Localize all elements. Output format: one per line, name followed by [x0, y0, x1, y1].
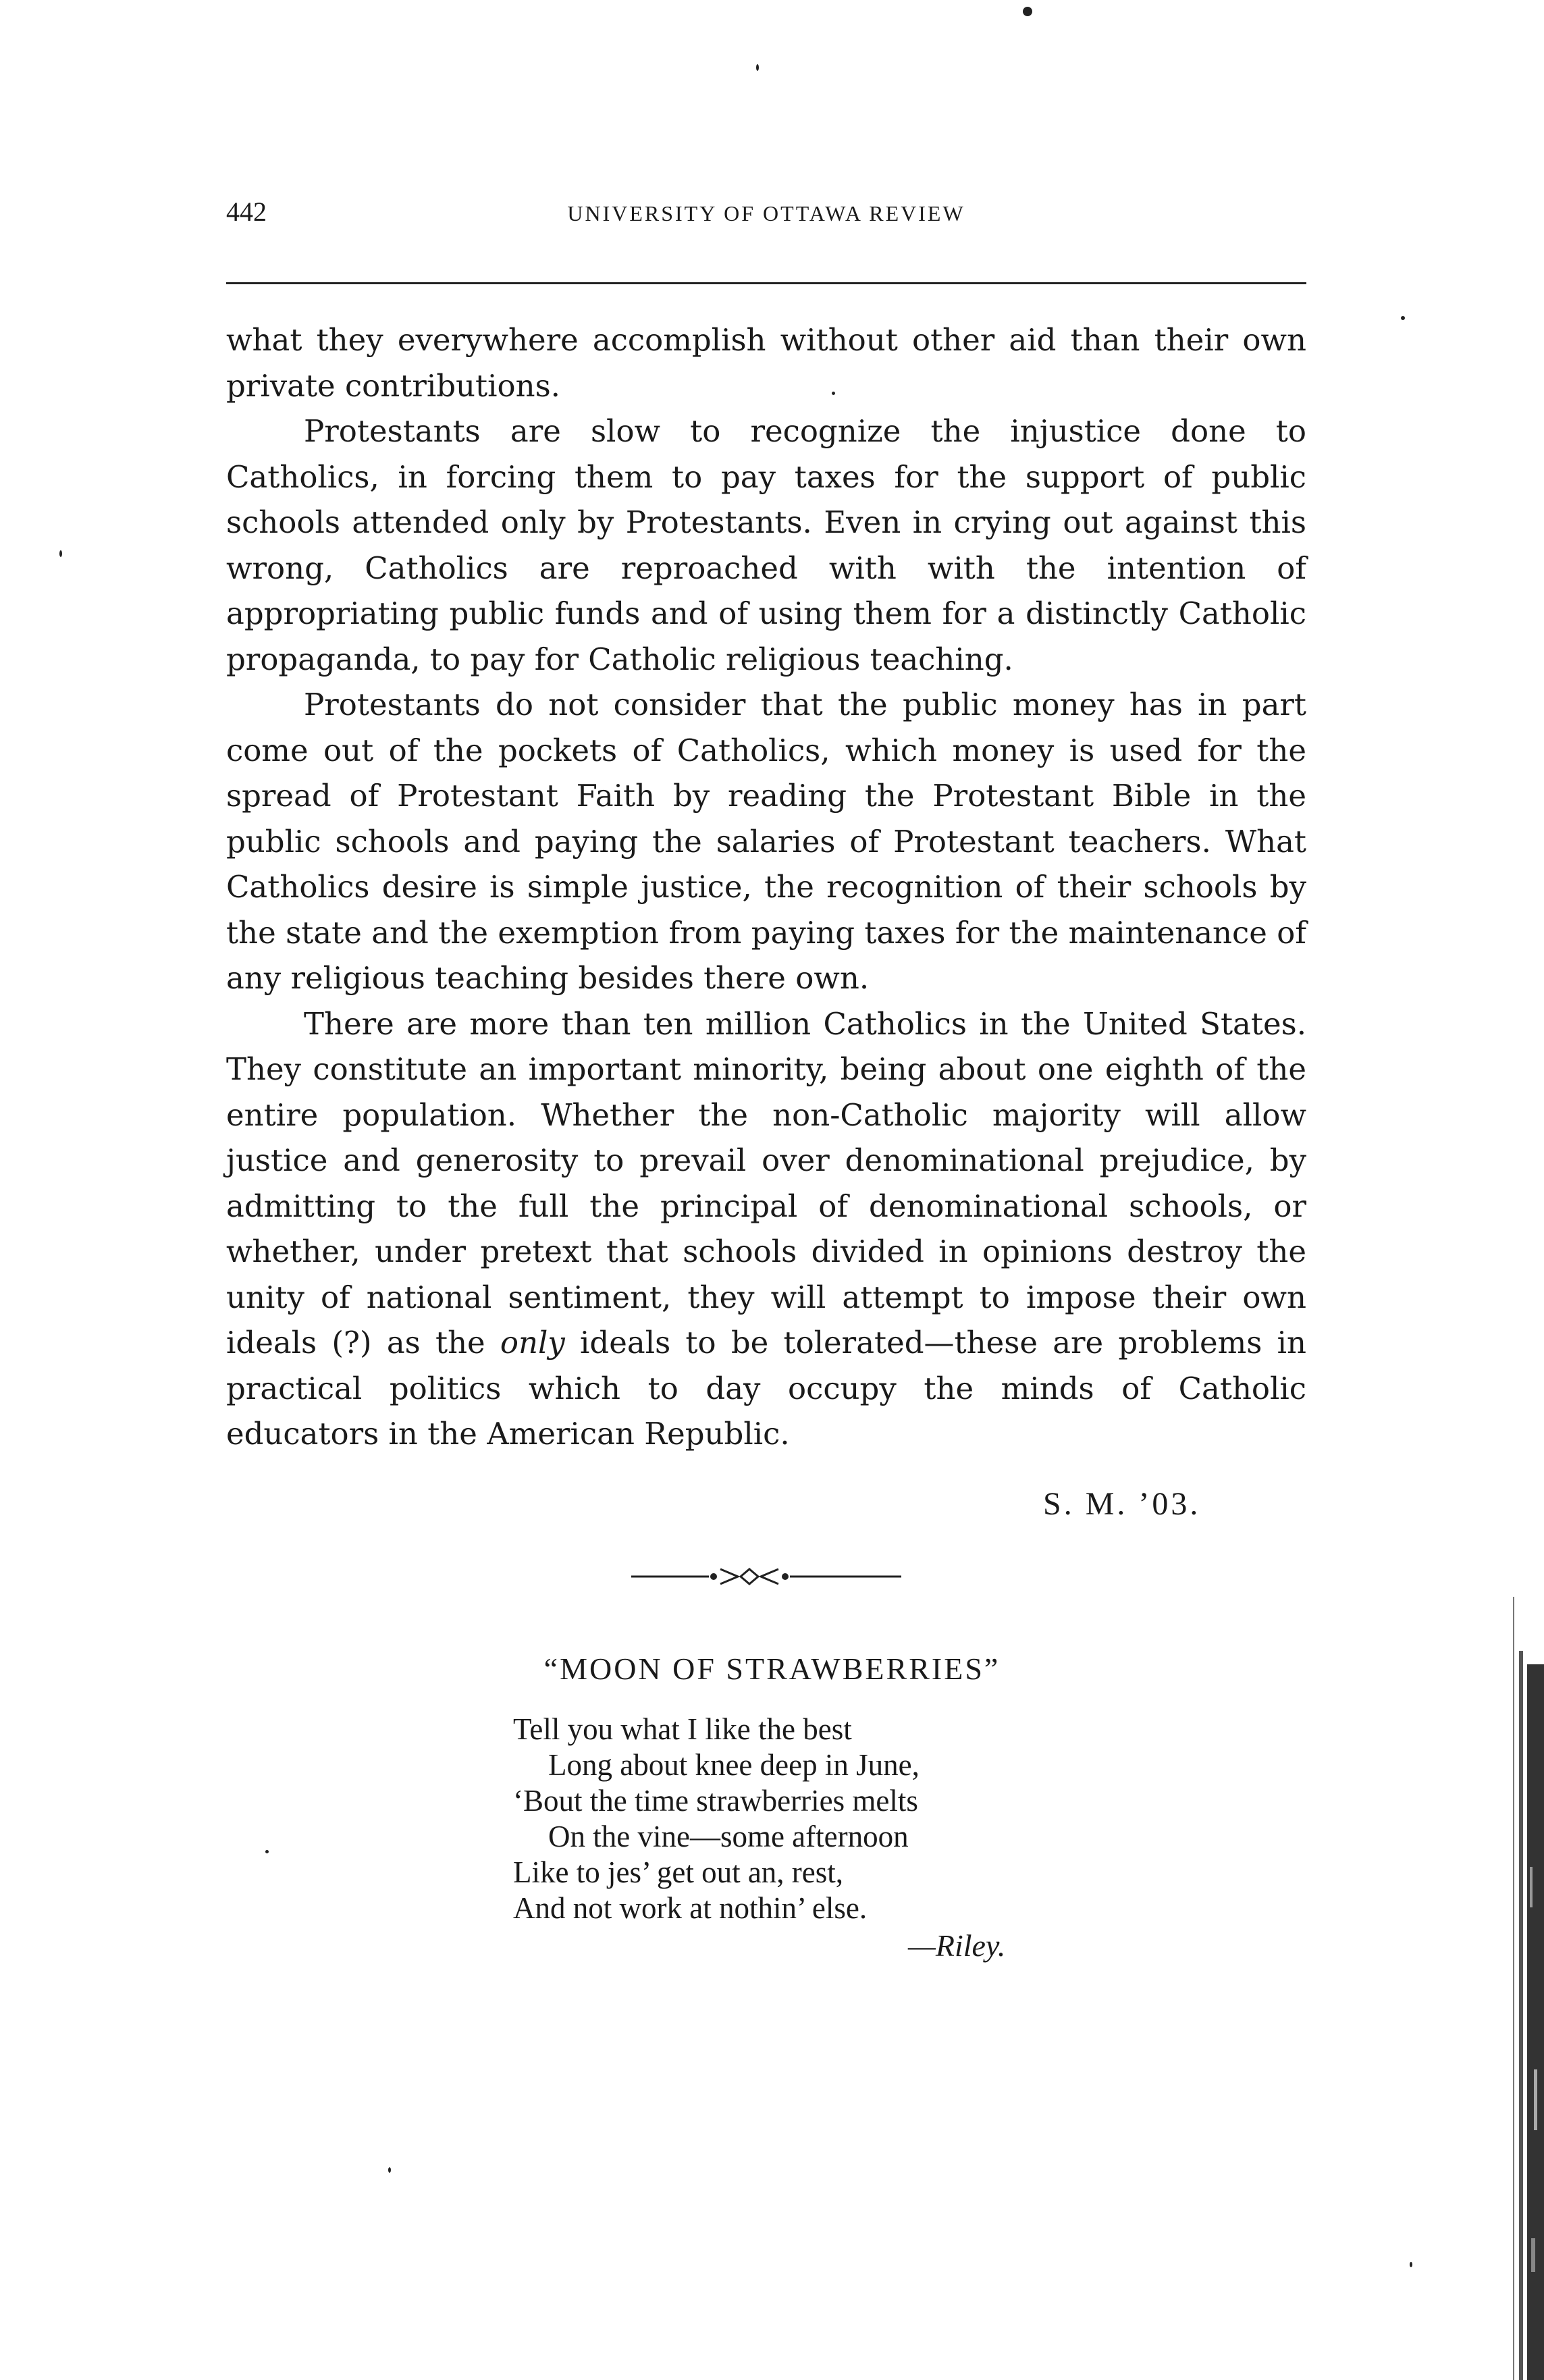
scan-speck	[1023, 7, 1032, 16]
poem-attribution: —Riley.	[908, 1928, 1006, 1963]
paragraph: Protestants do not consider that the public money has in part come out of the pockets of Catholics, which money is used for the spread of Protestant Faith by reading the Protestant Bible in the public schools and paying the salaries of Protestant teachers. What Catholics desire is simple justice, the recognition of their schools by the state and the exemption from paying taxes for the maintenance of any religious teaching besides there own.	[226, 687, 1306, 996]
header-rule	[226, 282, 1306, 284]
scan-speck	[265, 1850, 269, 1853]
page-header	[226, 196, 1306, 236]
scan-speck	[59, 550, 62, 557]
poem-line: Tell you what I like the best	[513, 1712, 852, 1746]
page-number: 442	[226, 196, 267, 227]
poem-line: On the vine—some afternoon	[548, 1820, 909, 1853]
author-signature: S. M. ’03.	[1043, 1486, 1201, 1522]
poem-line: Long about knee deep in June,	[548, 1748, 920, 1782]
scan-edge-artifact	[1507, 1597, 1544, 2380]
scan-speck	[1410, 2262, 1412, 2267]
poem-line: And not work at nothin’ else.	[513, 1891, 868, 1925]
poem-stanza	[513, 1712, 920, 1926]
poem-line: Like to jes’ get out an, rest,	[513, 1855, 844, 1889]
scan-speck	[832, 392, 835, 395]
paragraph: Protestants are slow to recognize the injustice done to Catholics, in forcing them to pay taxes for the support of public schools attended only by Protestants. Even in crying out against this wrong, Catholics are reproached with with the intention of appropriating public funds and of using them for a distinctly Catholic propaganda, to pay for Catholic religious teaching.	[226, 413, 1306, 677]
poem-title: “MOON OF STRAWBERRIES”	[543, 1651, 1001, 1686]
scan-speck	[388, 2167, 391, 2173]
article-body	[226, 317, 1306, 1457]
ornament-divider	[631, 1560, 901, 1593]
scan-speck	[756, 64, 759, 71]
paragraph-text: ideals to be tolerated—these are problems in practical politics which to day occupy the minds of Catholic educators in the American Republic.	[226, 1325, 1306, 1452]
running-title: UNIVERSITY OF OTTAWA REVIEW	[567, 201, 965, 226]
emphasized-word: only	[500, 1325, 565, 1360]
paragraph-continuation: what they everywhere accomplish without other aid than their own private contributions.	[226, 322, 1306, 404]
paragraph-final	[226, 1001, 1306, 1457]
scan-speck	[1401, 316, 1405, 320]
poem-line: ‘Bout the time strawberries melts	[513, 1784, 918, 1818]
paragraph-text: There are more than ten million Catholics in the United States. They constitute an important minority, being about one eighth of the entire population. Whether the non-Catholic majority will allow justice and generosity to prevail over denominational prejudice, by admitting to the full the principal of denominational schools, or whether, under pretext that schools divided in opinions destroy the unity of national sentiment, they will attempt to impose their own ideals (?) as the	[226, 1005, 1306, 1360]
